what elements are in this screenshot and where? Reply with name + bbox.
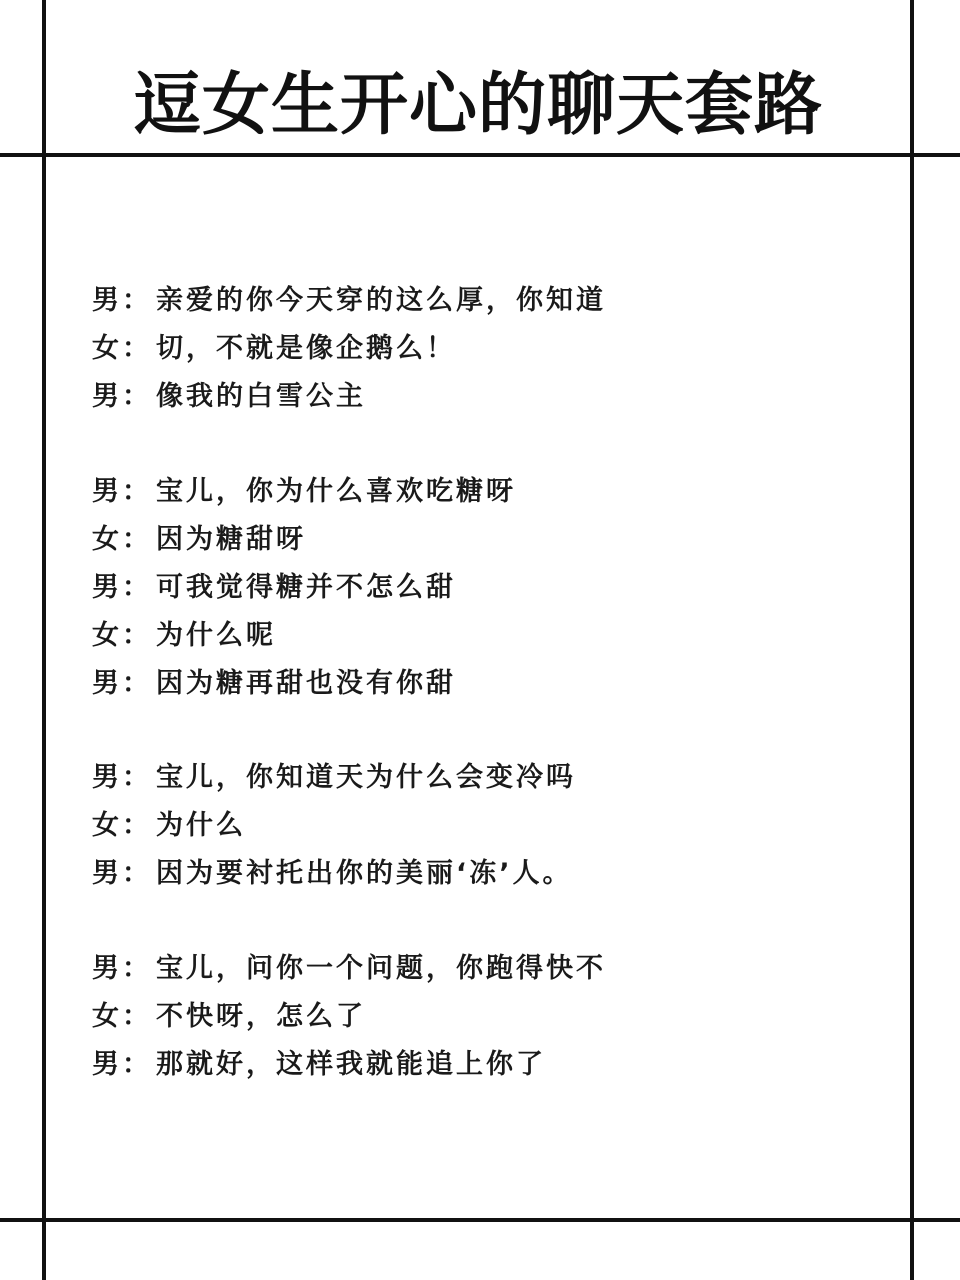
speaker-label: 女 [92,620,122,651]
speaker-label: 男 [92,668,122,699]
line-text: 因为糖再甜也没有你甜 [156,668,456,699]
speaker-label: 男 [92,572,122,603]
speaker-separator: ： [122,524,152,555]
speaker-label: 女 [92,1001,122,1032]
dialog-line [92,754,872,802]
line-text: 那就好，这样我就能追上你了 [156,1049,546,1080]
right-border-line [910,0,914,1280]
speaker-label: 男 [92,285,122,316]
line-text: 像我的白雪公主 [156,381,366,412]
dialog-line [92,993,872,1041]
speaker-label: 男 [92,476,122,507]
speaker-label: 女 [92,333,122,364]
speaker-separator: ： [122,762,152,793]
speaker-separator: ： [122,668,152,699]
dialog-line [92,564,872,612]
page-title: 逗女生开心的聊天套路 [132,65,823,145]
line-text: 宝儿，你知道天为什么会变冷吗 [156,762,576,793]
speaker-label: 男 [92,762,122,793]
speaker-label: 女 [92,524,122,555]
speaker-separator: ： [122,381,152,412]
line-text: 宝儿，问你一个问题，你跑得快不 [156,953,606,984]
line-text: 因为糖甜呀 [156,524,306,555]
speaker-separator: ： [122,476,152,507]
speaker-separator: ： [122,953,152,984]
line-text: 因为要衬托出你的美丽‘冻’人。 [156,858,573,889]
title-divider-line [0,153,960,157]
dialog-block-3 [92,754,872,898]
speaker-separator: ： [122,810,152,841]
speaker-label: 男 [92,953,122,984]
speaker-label: 女 [92,810,122,841]
speaker-label: 男 [92,858,122,889]
speaker-separator: ： [122,285,152,316]
dialog-line [92,612,872,660]
dialog-line [92,850,872,898]
dialog-line [92,516,872,564]
left-border-line [42,0,46,1280]
dialog-line [92,277,872,325]
line-text: 为什么 [156,810,246,841]
dialog-line [92,325,872,373]
dialog-block-4 [92,945,872,1089]
dialog-line [92,1041,872,1089]
line-text: 为什么呢 [156,620,276,651]
line-text: 切，不就是像企鹅么！ [156,333,456,364]
speaker-separator: ： [122,620,152,651]
speaker-separator: ： [122,1001,152,1032]
dialog-block-1 [92,277,872,421]
speaker-separator: ： [122,572,152,603]
dialog-line [92,468,872,516]
line-text: 宝儿，你为什么喜欢吃糖呀 [156,476,516,507]
speaker-separator: ： [122,333,152,364]
speaker-label: 男 [92,381,122,412]
dialog-line [92,945,872,993]
speaker-separator: ： [122,858,152,889]
speaker-label: 男 [92,1049,122,1080]
dialog-block-2 [92,468,872,708]
line-text: 不快呀，怎么了 [156,1001,366,1032]
line-text: 亲爱的你今天穿的这么厚，你知道 [156,285,606,316]
dialog-line [92,373,872,421]
dialog-line [92,802,872,850]
bottom-divider-line [0,1218,960,1222]
speaker-separator: ： [122,1049,152,1080]
dialog-line [92,660,872,708]
line-text: 可我觉得糖并不怎么甜 [156,572,456,603]
